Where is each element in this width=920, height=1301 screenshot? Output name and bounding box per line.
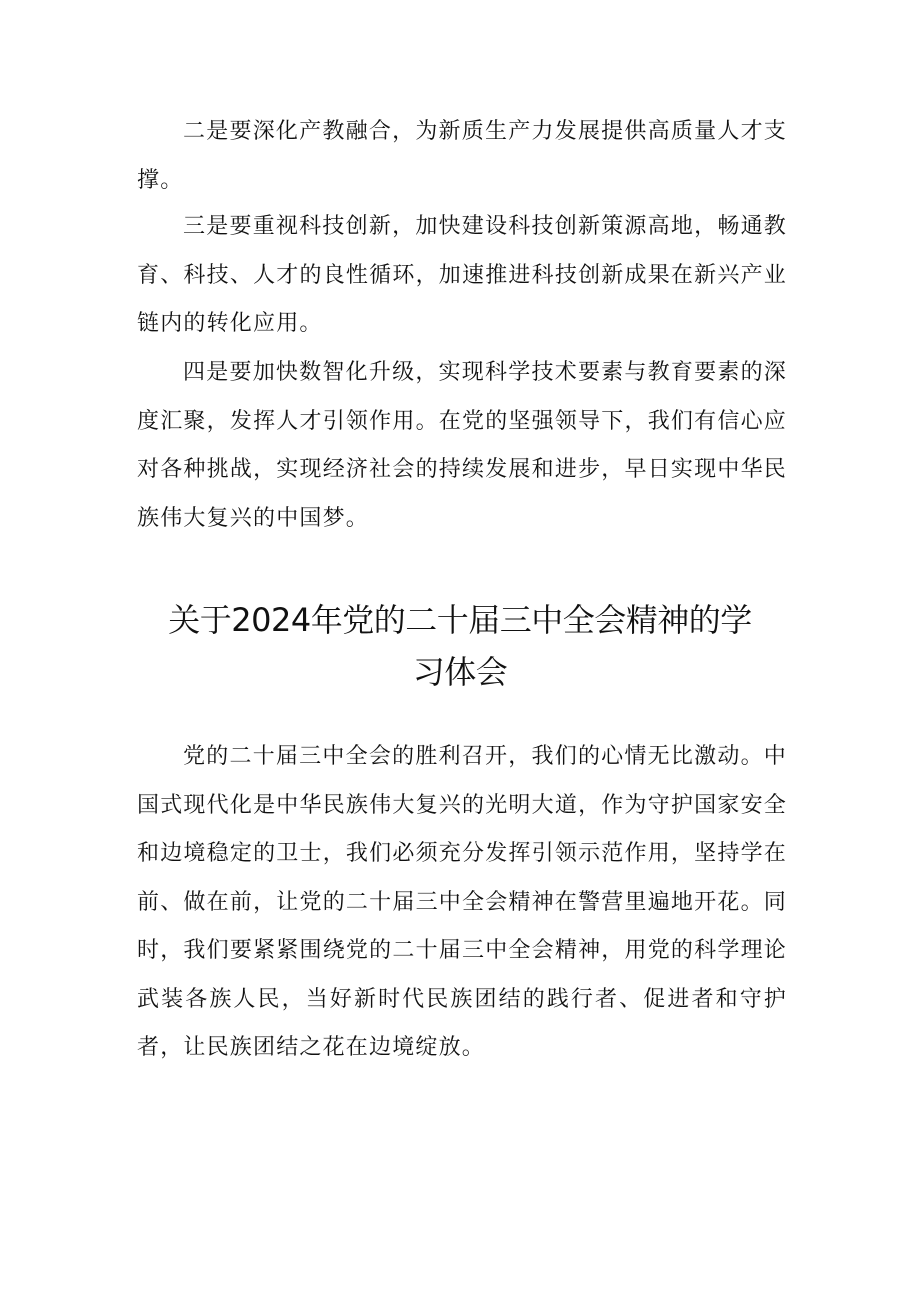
paragraph-point-two: 二是要深化产教融合，为新质生产力发展提供高质量人才支撑。: [137, 119, 787, 193]
paragraph-body-main: 党的二十届三中全会的胜利召开，我们的心情无比激动。中国式现代化是中华民族伟大复兴的光明大道，作为守护国家安全和边境稳定的卫士，我们必须充分发挥引领示范作用，坚持学在前、做在前，让党的二十届三中全会精神在警营里遍地开花。同时，我们要紧紧围绕党的二十届三中全会精神，用党的科学理论武装各族人民，当好新时代民族团结的践行者、促进者和守护者，让民族团结之花在边境绽放。: [137, 744, 787, 1060]
article-title-line-1: 关于2024年党的二十届三中全会精神的学: [168, 601, 752, 639]
paragraph-point-four: 四是要加快数智化升级，实现科学技术要素与教育要素的深度汇聚，发挥人才引领作用。在党的坚强领导下，我们有信心应对各种挑战，实现经济社会的持续发展和进步，早日实现中华民族伟大复兴的中国梦。: [137, 360, 787, 531]
article-title-line-2: 习体会: [412, 653, 508, 691]
paragraph-point-three: 三是要重视科技创新，加快建设科技创新策源高地，畅通教育、科技、人才的良性循环，加速推进科技创新成果在新兴产业链内的转化应用。: [137, 214, 787, 336]
article-title: [120, 594, 800, 698]
